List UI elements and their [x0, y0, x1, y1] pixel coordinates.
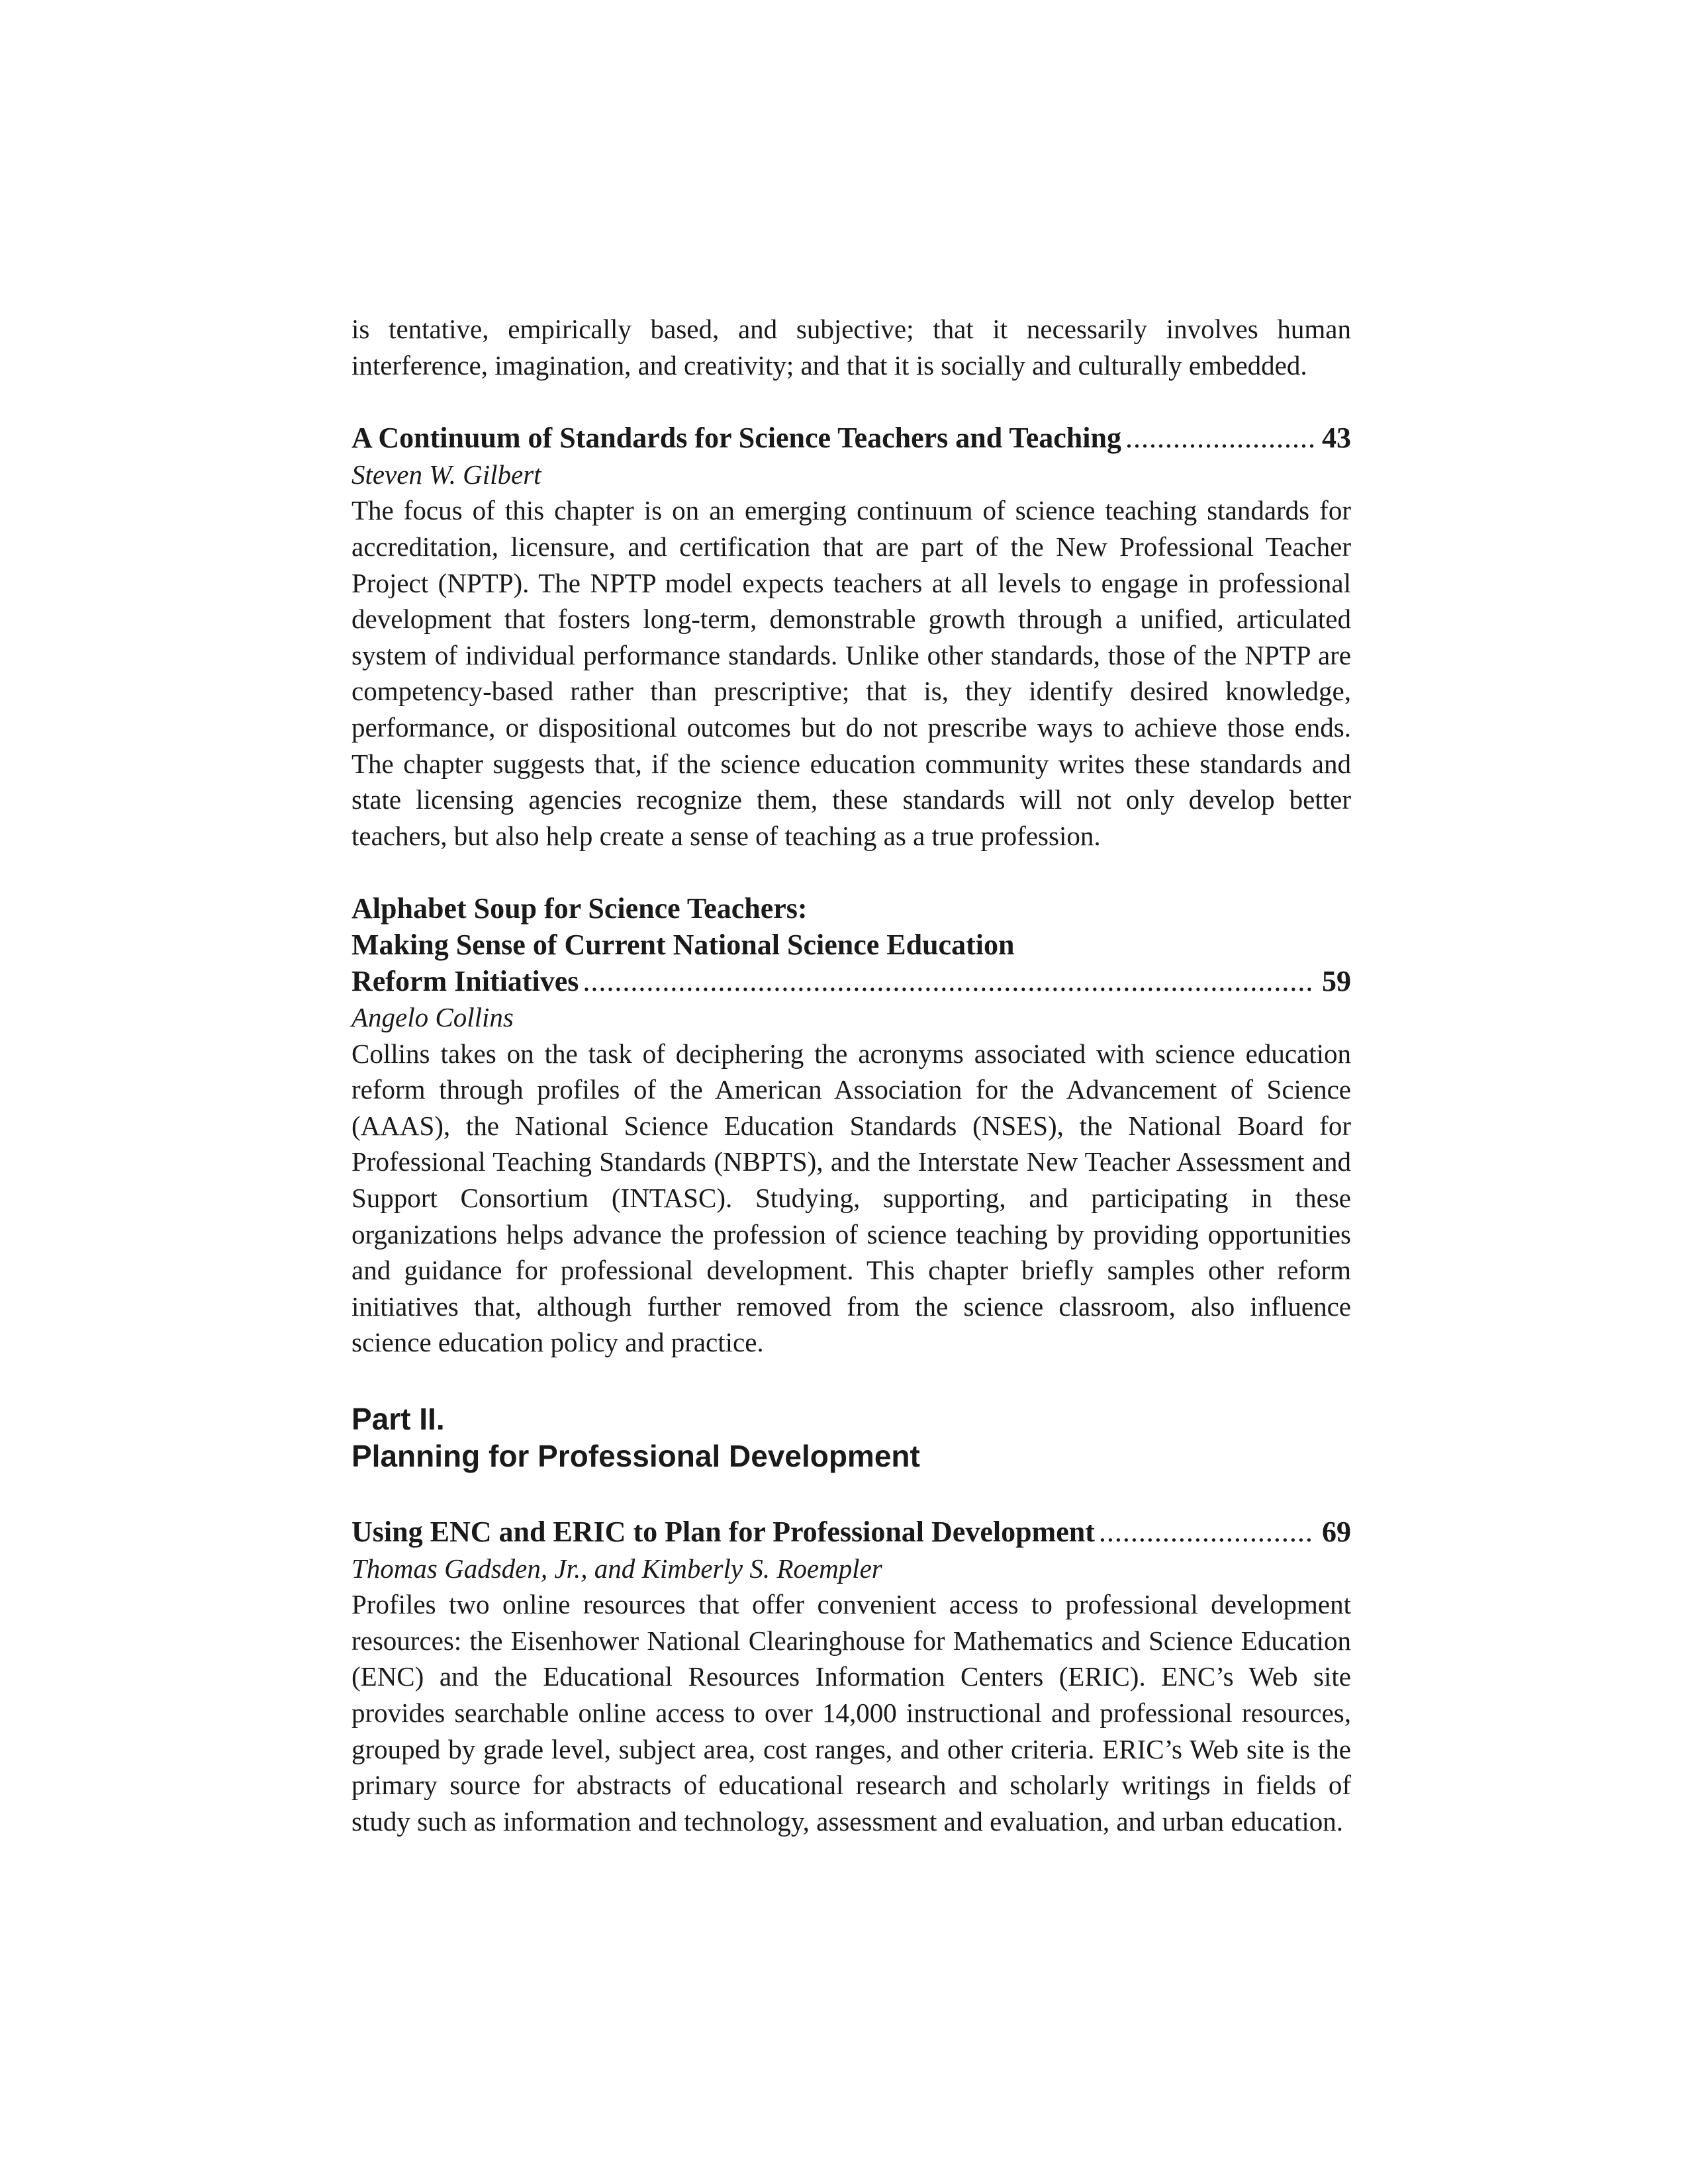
- entry-summary: Collins takes on the task of deciphering the acronyms associated with science education reform through profiles of the American Association for the Advancement of Science (AAAS), the National Science Education Standards (NSES), the National Board for Professional Teaching Standards (NBPTS), and the Interstate New Teacher Assessment and Support Consortium (INTASC). Studying, supporting, and participating in these organizations helps advance the profession of science teaching by providing opportunities and guidance for professional development. This chapter briefly samples other reform initiatives that, although further removed from the science classroom, also influence science education policy and practice.: [352, 1038, 1351, 1358]
- dot-leader: [1125, 420, 1315, 457]
- toc-entry-alphabet-soup: [352, 891, 1351, 1361]
- entry-title-line-1: Alphabet Soup for Science Teachers:: [352, 892, 808, 925]
- toc-entry-enc-and-eric: [352, 1514, 1351, 1839]
- entry-author: Thomas Gadsden, Jr., and Kimberly S. Roempler: [352, 1553, 882, 1584]
- part-label: Part II.: [352, 1402, 445, 1437]
- content-column: [352, 311, 1351, 1839]
- entry-summary: Profiles two online resources that offer convenient access to professional development resources: the Eisenhower National Clearinghouse for Mathematics and Science Education (ENC) and the Educational Resources Information Centers (ERIC). ENC’s Web site provides searchable online access to over 14,000 instructional and professional resources, grouped by grade level, subject area, cost ranges, and other criteria. ERIC’s Web site is the primary source for abstracts of educational research and scholarly writings in fields of study such as information and technology, assessment and evaluation, and urban education.: [352, 1589, 1351, 1837]
- entry-summary: The focus of this chapter is on an emerging continuum of science teaching standards for accreditation, licensure, and certification that are part of the New Professional Teacher Project (NPTP). The NPTP model expects teachers at all levels to engage in professional development that fosters long-term, demonstrable growth through a unified, articulated system of individual performance standards. Unlike other standards, those of the NPTP are competency-based rather than prescriptive; that is, they identify desired knowledge, performance, or dispositional outcomes but do not prescribe ways to achieve those ends. The chapter suggests that, if the science education community writes these standards and state licensing agencies recognize them, these standards will not only develop better teachers, but also help create a sense of teaching as a true profession.: [352, 495, 1351, 851]
- page-number: 59: [1322, 964, 1351, 997]
- intro-continuation: is tentative, empirically based, and subjective; that it necessarily involves human interference, imagination, and creativity; and that it is socially and culturally embedded.: [352, 314, 1351, 381]
- toc-entry-continuum-of-standards: [352, 420, 1351, 854]
- dot-leader: [1099, 1514, 1315, 1551]
- entry-title-line-3: Reform Initiatives: [352, 964, 579, 997]
- entry-title-line: [352, 964, 1351, 1000]
- entry-title-line: [352, 420, 1351, 457]
- part-heading-block: [352, 1400, 1351, 1475]
- dot-leader: [583, 964, 1315, 1000]
- page-number: 43: [1322, 422, 1351, 455]
- entry-title-line: [352, 1514, 1351, 1551]
- entry-title: A Continuum of Standards for Science Teachers and Teaching: [352, 422, 1121, 455]
- entry-author: Steven W. Gilbert: [352, 459, 541, 490]
- part-title: Planning for Professional Development: [352, 1439, 920, 1474]
- page-number: 69: [1322, 1516, 1351, 1549]
- entry-title-line-2: Making Sense of Current National Science Education: [352, 928, 1015, 961]
- entry-author: Angelo Collins: [352, 1002, 514, 1033]
- entry-title: Using ENC and ERIC to Plan for Professional Development: [352, 1516, 1095, 1549]
